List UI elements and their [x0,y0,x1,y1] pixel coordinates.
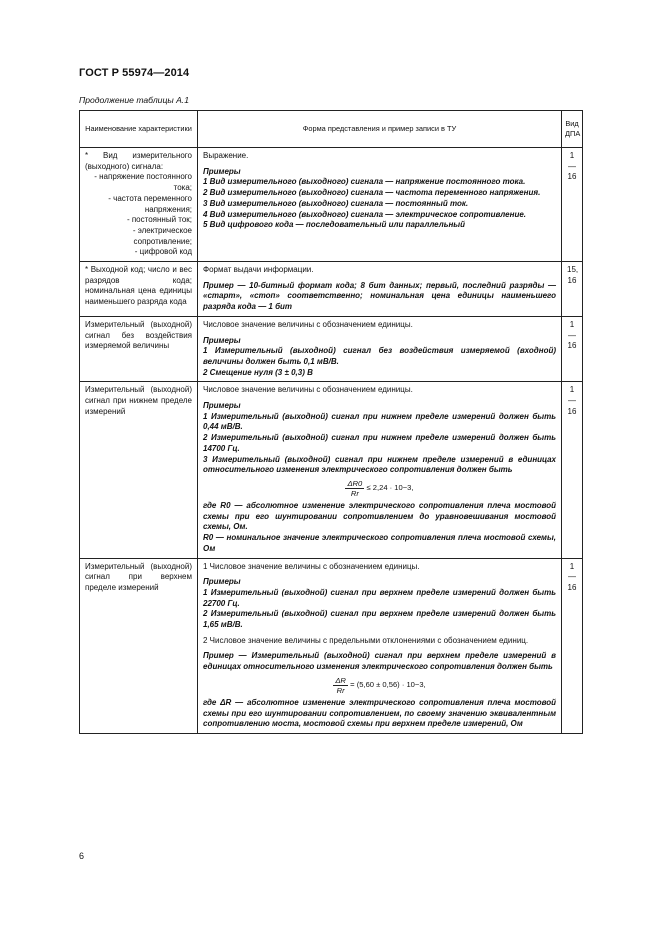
table-row [80,262,583,317]
row-name-cell [80,148,198,262]
form-intro: Числовое значение величины с обозначением единицы. [203,319,413,329]
formula-denominator: Rr [350,488,359,498]
row-form-cell [198,316,562,382]
col-header-name: Наименование характеристики [80,111,198,148]
characteristics-table [79,110,583,734]
table-row [80,558,583,733]
where-line: где R0 — абсолютное изменение электрического сопротивления плеча мостовой схемы при его шунтировании сопротивлением до уравновешивания мостовой схемы, Ом. [203,500,556,532]
example-line: 2 Измерительный (выходной) сигнал при верхнем пределе измерений должен быть 1,65 мВ/В. [203,609,556,630]
table-row [80,382,583,558]
example-line: Пример — Измерительный (выходной) сигнал при верхнем пределе измерений в единицах относительного изменения электрического сопротивления должен быть [203,651,556,672]
form-intro: Формат выдачи информации. [203,265,314,275]
row-dpa-cell: 15, 16 [562,262,583,317]
example-line: 3 Измерительный (выходной) сигнал при нижнем пределе измерений в единицах относительного изменения электрического сопротивления должен быть [203,454,556,475]
table-row [80,148,583,262]
form-intro: Числовое значение величины с обозначением единицы. [203,385,413,395]
formula-fraction [333,676,348,695]
row-name-cell: * Выходной код; число и вес разрядов кода; номинальная цена единицы наименьшего разряда кода [80,262,198,317]
example-line: 1 Вид измерительного (выходного) сигнала — напряжение постоянного тока. [203,177,526,187]
page-number: 6 [79,851,85,861]
row-form-cell [198,262,562,317]
table-header-row [80,111,583,148]
form-intro: Выражение. [203,151,249,160]
examples-label: Примеры [203,577,241,587]
where-line: R0 — номинальное значение электрического сопротивления плеча мостовой схемы, Ом [203,533,556,553]
example-line: 1 Измерительный (выходной) сигнал без воздействия измеряемой (входной) величины должен быть 0,1 мВ/В. [203,346,556,366]
row-dpa-cell: 1—16 [562,148,583,262]
row-form-cell [198,148,562,262]
row-dpa-cell: 1—16 [562,382,583,558]
examples-label: Примеры [203,401,241,411]
formula-rhs: = (5,60 ± 0,56) · 10−3, [350,679,426,689]
example-line: 1 Измерительный (выходной) сигнал при нижнем пределе измерений должен быть 0,44 мВ/В. [203,411,556,432]
col-header-form: Форма представления и пример записи в ТУ [198,111,562,148]
name-line: - электрическое сопротивление; [132,225,192,246]
examples-label: Примеры [203,335,241,345]
document-title: ГОСТ Р 55974—2014 [79,67,190,79]
name-line: - постоянный ток; [126,215,192,225]
formula-numerator: ΔR0 [347,478,363,488]
formula-numerator: ΔR [335,675,346,685]
formula-rhs: ≤ 2,24 · 10−3, [366,483,414,493]
example-line: 2 Вид измерительного (выходного) сигнала — частота переменного напряжения. [203,188,541,198]
row-form-cell [198,382,562,558]
row-name-cell: Измерительный (выходной) сигнал без воздействия измеряемой величины [80,316,198,382]
name-line: - цифровой код [134,247,192,257]
formula-fraction [345,479,364,498]
example-line: 2 Смещение нуля (3 ± 0,3) В [203,367,313,377]
row-name-cell: Измерительный (выходной) сигнал при верхнем пределе измерений [80,558,198,733]
row-name-cell: Измерительный (выходной) сигнал при нижнем пределе измерений [80,382,198,558]
name-line: * Вид измерительного (выходного) сигнала: [85,151,192,171]
example-line: 1 Измерительный (выходной) сигнал при верхнем пределе измерений должен быть 22700 Гц. [203,587,556,608]
row-form-cell [198,558,562,733]
formula [203,479,556,498]
example-line: 4 Вид измерительного (выходного) сигнала — электрическое сопротивление. [203,209,527,219]
examples-label: Примеры [203,166,241,176]
example-line: Пример — 10-битный формат кода; 8 бит данных; первый, последний разряды — «старт», «стоп» соответственно; номинальная цена единицы наименьшего разряда кода — 1 бит [203,280,556,312]
row-dpa-cell: 1—16 [562,316,583,382]
formula-denominator: Rr [336,685,345,695]
name-line: - напряжение постоянного тока; [94,172,192,193]
col-header-dpa: Вид ДПА [562,111,583,148]
row-dpa-cell: 1—16 [562,558,583,733]
formula [203,676,556,695]
example-line: 2 Измерительный (выходной) сигнал при нижнем пределе измерений должен быть 14700 Гц. [203,433,556,453]
example-line: 5 Вид цифрового кода — последовательный или параллельный [203,220,466,230]
example-line: 3 Вид измерительного (выходного) сигнала — постоянный ток. [203,198,469,208]
form-intro: 1 Числовое значение величины с обозначением единицы. [203,561,420,571]
form-intro: 2 Числовое значение величины с предельными отклонениями с обозначением единиц. [203,635,529,645]
name-line: - частота переменного напряжения; [108,193,192,214]
table-row [80,316,583,382]
where-line: где ΔR — абсолютное изменение электрического сопротивления плеча мостовой схемы при его шунтировании сопротивлением, по своему значению эквивалентным сопротивлению моста, мостовой схемы при верхнем пределе измерений, Ом [203,697,556,729]
table-continuation-caption: Продолжение таблицы А.1 [79,95,189,105]
